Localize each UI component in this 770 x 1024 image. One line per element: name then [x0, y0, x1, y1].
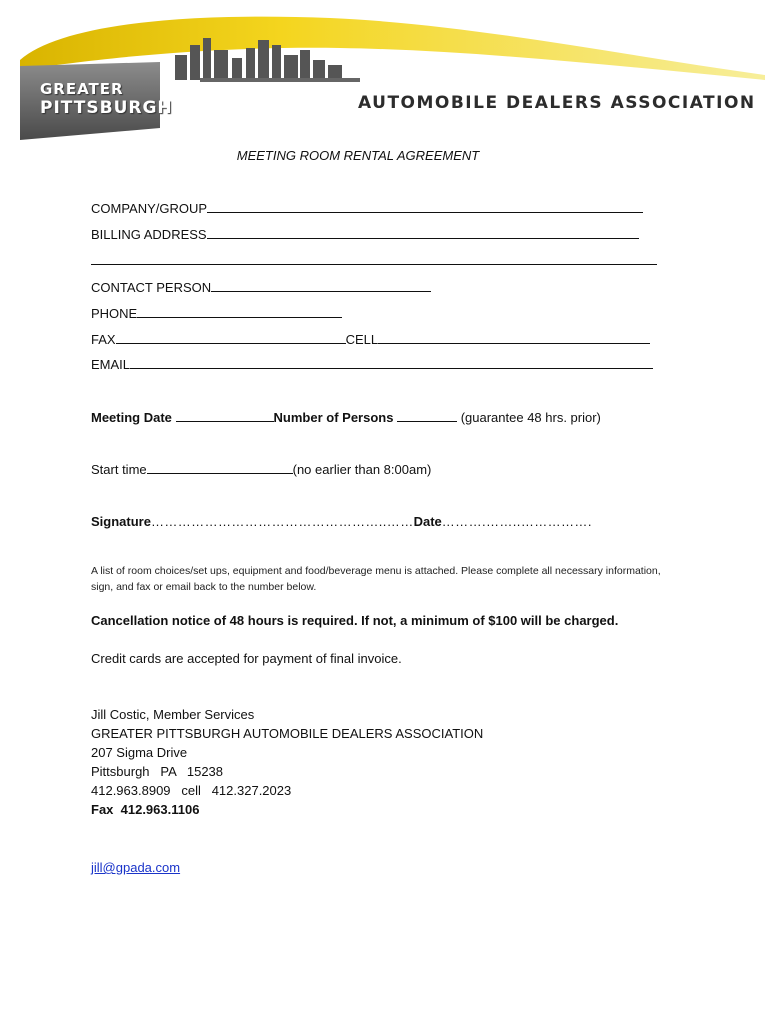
guarantee-note: (guarantee 48 hrs. prior): [460, 410, 601, 425]
billing-line[interactable]: [207, 226, 639, 239]
cell-label: CELL: [345, 332, 379, 347]
association-name: AUTOMOBILE DEALERS ASSOCIATION: [358, 93, 756, 113]
contact-label: CONTACT PERSON: [91, 280, 212, 295]
contact-org: GREATER PITTSBURGH AUTOMOBILE DEALERS ASSOCIATION: [91, 726, 484, 741]
logo-line-greater: GREATER: [40, 80, 124, 98]
contact-street: 207 Sigma Drive: [91, 745, 188, 760]
cancellation-notice: Cancellation notice of 48 hours is required. If not, a minimum of $100 will be charged.: [91, 613, 619, 628]
cell-line[interactable]: [378, 331, 650, 344]
email-link[interactable]: jill@gpada.com: [91, 860, 181, 875]
fax-line[interactable]: [116, 331, 346, 344]
signature-dotted-line[interactable]: ……………………………………………..……: [150, 514, 414, 529]
meeting-date-label: Meeting Date: [91, 410, 172, 425]
contact-line[interactable]: [211, 279, 431, 292]
contact-block: [91, 705, 483, 819]
company-line[interactable]: [207, 200, 643, 213]
signature-label: Signature: [91, 514, 151, 529]
persons-line[interactable]: [397, 409, 457, 422]
header-banner: [0, 0, 770, 150]
billing-field[interactable]: [91, 226, 639, 243]
start-time-line[interactable]: [147, 461, 293, 474]
contact-city: Pittsburgh PA 15238: [91, 764, 224, 779]
meeting-row[interactable]: [91, 409, 601, 426]
start-time-note: (no earlier than 8:00am): [292, 462, 432, 477]
billing-label: BILLING ADDRESS: [91, 227, 207, 242]
banner-graphic: [0, 0, 770, 150]
persons-label: Number of Persons: [273, 410, 394, 425]
phone-line[interactable]: [137, 305, 342, 318]
email-line[interactable]: [130, 356, 653, 369]
date-dotted-line[interactable]: ……….……..…………….: [441, 514, 592, 529]
fax-label: FAX: [91, 332, 116, 347]
email-link-container: [91, 858, 180, 877]
contact-phones: 412.963.8909 cell 412.327.2023: [91, 783, 292, 798]
billing-line-2[interactable]: [91, 252, 657, 265]
phone-label: PHONE: [91, 306, 138, 321]
contact-fax: Fax 412.963.1106: [91, 802, 200, 817]
fax-cell-field[interactable]: [91, 331, 650, 348]
document-title: MEETING ROOM RENTAL AGREEMENT: [236, 148, 480, 163]
signature-row[interactable]: [91, 514, 592, 530]
company-field[interactable]: [91, 200, 643, 217]
meeting-date-line[interactable]: [176, 409, 274, 422]
company-label: COMPANY/GROUP: [91, 201, 208, 216]
contact-field[interactable]: [91, 279, 431, 296]
billing-field-line2[interactable]: [91, 252, 657, 269]
contact-name: Jill Costic, Member Services: [91, 707, 255, 722]
phone-field[interactable]: [91, 305, 342, 322]
start-time-label: Start time: [91, 462, 147, 477]
start-time-row[interactable]: [91, 461, 431, 478]
logo-line-pittsburgh: PITTSBURGH: [40, 98, 173, 118]
email-label: EMAIL: [91, 357, 131, 372]
date-label: Date: [413, 514, 442, 529]
email-field[interactable]: [91, 356, 653, 373]
info-paragraph: A list of room choices/set ups, equipment and food/beverage menu is attached. Please complete all necessary information, sign, and fax or email back to the number below.: [91, 565, 661, 593]
credit-card-note: Credit cards are accepted for payment of final invoice.: [91, 651, 402, 666]
